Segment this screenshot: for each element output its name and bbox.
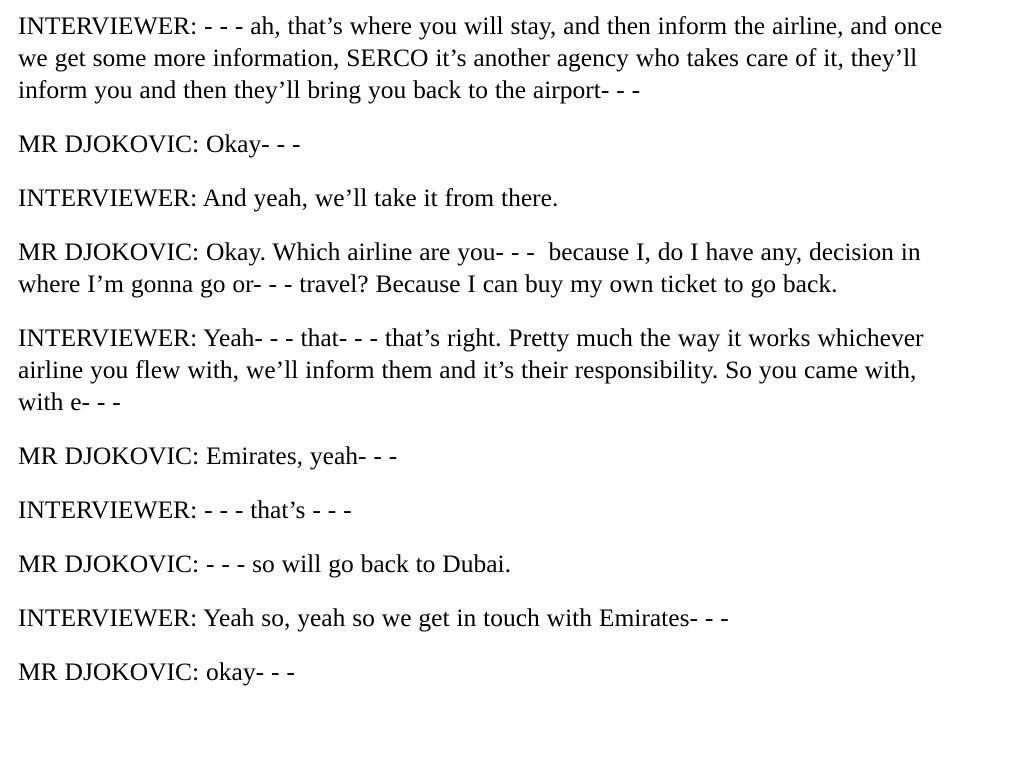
- transcript-paragraph: MR DJOKOVIC: - - - so will go back to Dubai.: [18, 549, 511, 578]
- transcript-paragraph: MR DJOKOVIC: Okay. Which airline are you- - - because I, do I have any, decision in where I’m gonna go or- - - travel? Because I can buy my own ticket to go back.: [18, 237, 928, 298]
- transcript-body: [18, 10, 962, 688]
- transcript-paragraph: MR DJOKOVIC: Emirates, yeah- - -: [18, 441, 398, 470]
- transcript-paragraph: INTERVIEWER: Yeah- - - that- - - that’s right. Pretty much the way it works whichever airline you flew with, we’ll inform them and it’s their responsibility. So you came with, with e- - -: [18, 323, 931, 416]
- transcript-paragraph: INTERVIEWER: And yeah, we’ll take it from there.: [18, 183, 559, 212]
- transcript-paragraph: INTERVIEWER: - - - ah, that’s where you will stay, and then inform the airline, and once we get some more information, SERCO it’s another agency who takes care of it, they’ll inform you and then they’ll bring you back to the airport- - -: [18, 11, 950, 104]
- transcript-paragraph: MR DJOKOVIC: Okay- - -: [18, 129, 301, 158]
- transcript-paragraph: INTERVIEWER: - - - that’s - - -: [18, 495, 352, 524]
- transcript-paragraph: MR DJOKOVIC: okay- - -: [18, 657, 295, 686]
- transcript-paragraph: INTERVIEWER: Yeah so, yeah so we get in touch with Emirates- - -: [18, 603, 729, 632]
